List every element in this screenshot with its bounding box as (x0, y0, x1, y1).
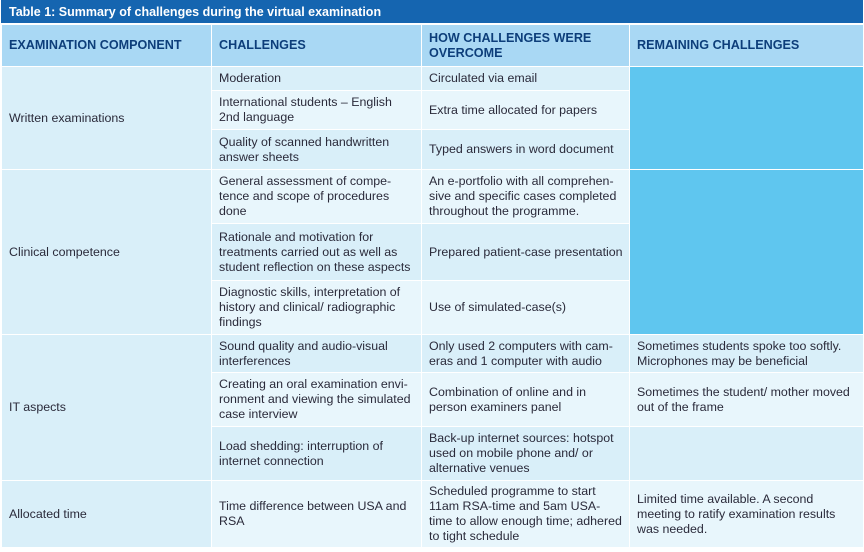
overcome-cell: Circulated via email (422, 67, 630, 91)
header-challenges: CHALLENGES (212, 25, 422, 67)
remaining-cell (630, 67, 864, 170)
table-grid (1, 24, 864, 548)
table-row (2, 170, 864, 224)
challenge-cell: International students – English 2nd language (212, 91, 422, 130)
table-row (2, 335, 864, 373)
table-title: Table 1: Summary of challenges during the virtual examination (1, 0, 863, 24)
overcome-cell: Only used 2 computers with cam-eras and 1 computer with audio (422, 335, 630, 373)
overcome-cell: Prepared patient-case presentation (422, 224, 630, 281)
challenge-cell: Time difference between USA and RSA (212, 481, 422, 548)
remaining-cell: Sometimes students spoke too softly. Microphones may be beneficial (630, 335, 864, 373)
header-overcome: HOW CHALLENGES WERE OVERCOME (422, 25, 630, 67)
challenges-table (1, 0, 863, 552)
table-row (2, 481, 864, 548)
remaining-cell (630, 427, 864, 481)
challenge-cell: Creating an oral examination envi-ronment and viewing the simulated case interview (212, 373, 422, 427)
challenge-cell: General assessment of compe-tence and scope of procedures done (212, 170, 422, 224)
remaining-cell: Sometimes the student/ mother moved out of the frame (630, 373, 864, 427)
component-allocated-time: Allocated time (2, 481, 212, 548)
component-written-examinations: Written examinations (2, 67, 212, 170)
component-it-aspects: IT aspects (2, 335, 212, 481)
remaining-cell: Limited time available. A second meeting to ratify examination results was needed. (630, 481, 864, 548)
component-clinical-competence: Clinical competence (2, 170, 212, 335)
header-component: EXAMINATION COMPONENT (2, 25, 212, 67)
overcome-cell: Typed answers in word document (422, 130, 630, 170)
challenge-cell: Moderation (212, 67, 422, 91)
table-row (2, 67, 864, 91)
overcome-cell: Use of simulated-case(s) (422, 281, 630, 335)
header-row (2, 25, 864, 67)
overcome-cell: Scheduled programme to start 11am RSA-time and 5am USA-time to allow enough time; adhered to tight schedule (422, 481, 630, 548)
remaining-cell (630, 170, 864, 335)
challenge-cell: Diagnostic skills, interpretation of history and clinical/ radiographic findings (212, 281, 422, 335)
overcome-cell: Back-up internet sources: hotspot used on mobile phone and/ or alternative venues (422, 427, 630, 481)
overcome-cell: Combination of online and in person examiners panel (422, 373, 630, 427)
overcome-cell: Extra time allocated for papers (422, 91, 630, 130)
header-remaining: REMAINING CHALLENGES (630, 25, 864, 67)
challenge-cell: Sound quality and audio-visual interferences (212, 335, 422, 373)
overcome-cell: An e-portfolio with all comprehen-sive and specific cases completed throughout the programme. (422, 170, 630, 224)
challenge-cell: Quality of scanned handwritten answer sheets (212, 130, 422, 170)
challenge-cell: Load shedding: interruption of internet connection (212, 427, 422, 481)
challenge-cell: Rationale and motivation for treatments carried out as well as student reflection on these aspects (212, 224, 422, 281)
